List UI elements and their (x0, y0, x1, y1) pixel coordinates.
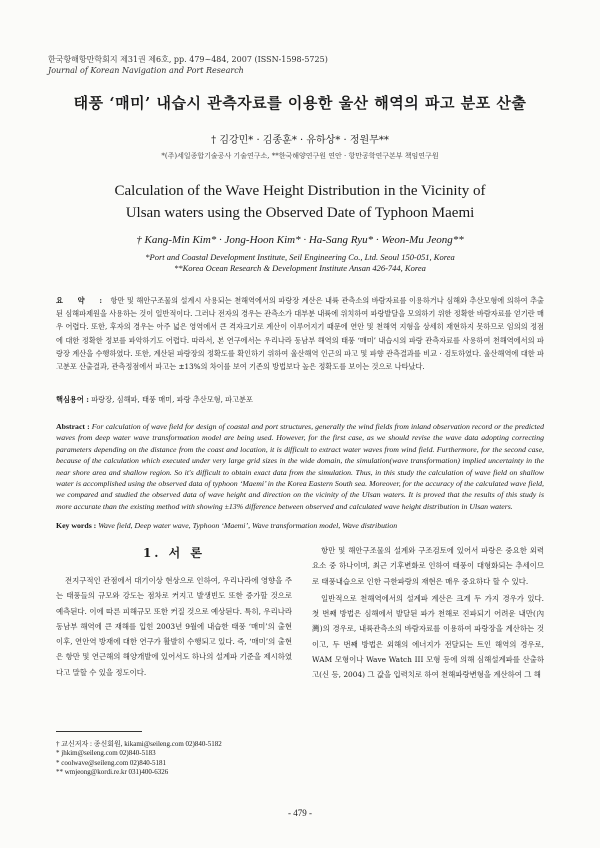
body-paragraph: 항만 및 해안구조물의 설계와 구조검토에 있어서 파랑은 중요한 외력요소 중 하나이며, 최근 기후변화로 인하여 태풍이 대형화되는 추세이므로 태풍내습으로 인한 극한파랑의 재현은 매우 중요하다 할 수 있다. (312, 546, 544, 586)
footnote-divider (56, 731, 142, 732)
abstract-english-text: For calculation of wave field for design of coastal and port structures, generally the wind fields from inland observation record or the predicted waves from deep water wave transformation model are being used. However, for the first case, as we should revise the wave data adopting correcting parameters depending on the distance from the coast and location, it is difficult to extract water waves from wind field. Furthermore, for the second case, because of the calculation which executed under very large grid sizes in the wide domain, the simulation(wave transformation) implied uncertainty in the near shore area and shallow region. So it's difficult to obtain exact data from the simulation. Thus, in this study the calculation of wave field on shallow water is accomplished using the observed data of typhoon ‘Maemi’ in the Korea Eastern South sea. Moreover, for the accuracy of the calculated wave field, we compared and studied the observed data of wave height and direction on the vicinity of the Ulsan waters. It is proved that the results of this study is more accurate than the existing method with showing ±13% difference between observed and calculated wave height distribution in Ulsan waters. (56, 422, 544, 511)
abstract-korean-text: 항만 및 해안구조물의 설계시 사용되는 천해역에서의 파랑장 계산은 내륙 관측소의 바람자료를 이용하거나 심해와 추산모형에 의하여 추출된 심해파제원을 사용하는 것이 일반적이다. 그러나 전자의 경우는 관측소가 대부분 내륙에 위치하여 파랑발달을 모의하기 위한 정확한 바람자료를 얻기란 매우 어렵다. 또한, 후자의 경우는 아주 넓은 영역에서 큰 격자크기로 계산이 이루어지기 때문에 연안 및 천해역 지형을 상세히 재현하지 못하므로 임의의 정점에 대한 정확한 정보를 파악하기도 어렵다. 따라서, 본 연구에서는 우리나라 동남부 해역의 태풍 ‘매미’ 내습시의 파랑 관측자료를 사용하여 천해역에서의 파랑장 계산을 수행하였다. 또한, 계산된 파랑장의 정확도를 확인하기 위하여 울산해역 인근의 파고 및 파향 관측결과를 비교 · 검토하였다. 울산해역에 대한 파고분포 산출결과, 관측정점에서 파고는 ±13%의 차이를 보여 기존의 방법보다 높은 정확도를 보이는 것으로 나타났다. (56, 296, 544, 372)
section-heading: 1. 서 론 (142, 546, 206, 560)
journal-line-kr: 한국항해항만학회지 제31권 제6호, pp. 479~484, 2007 (ISSN-1598-5725) (48, 55, 328, 64)
keywords-korean-text: 파랑장, 심해파, 태풍 매미, 파랑 추산모형, 파고분포 (91, 395, 253, 404)
footnotes (56, 740, 222, 778)
journal-header (48, 54, 328, 76)
authors-english: † Kang-Min Kim* · Jong-Hoon Kim* · Ha-Sang Ryu* · Weon-Mu Jeong** (136, 234, 464, 246)
title-korean: 태풍 ‘매미’ 내습시 관측자료를 이용한 울산 해역의 파고 분포 산출 (73, 94, 527, 112)
affiliation-english-1: *Port and Coastal Development Institute, Seil Engineering Co., Ltd. Seoul 150-051, Korea (145, 252, 455, 262)
title-english-line-1: Calculation of the Wave Height Distribution in the Vicinity of (114, 183, 486, 199)
abstract-korean-label: 요 약 : (56, 296, 109, 305)
footnote-author-4: ** wmjeong@kordi.re.kr 031)400-6326 (56, 768, 169, 777)
abstract-english-label: Abstract : (56, 422, 90, 431)
footnote-author-3: * coolwave@seileng.com 02)840-5181 (56, 758, 167, 767)
body-column-left (56, 573, 292, 682)
keywords-english-label: Key words : (56, 521, 97, 530)
keywords-korean-label: 핵심용어 : (56, 395, 89, 404)
page-number: - 479 - (288, 808, 312, 818)
footnote-corresponding: † 교신저자 : 종신회원, kikami@seileng.com 02)840-5182 (56, 740, 222, 748)
affiliation-korean: *(주)세일종합기술공사 기술연구소, **한국해양연구원 연안 · 항만공학연구본부 책임연구원 (161, 152, 439, 160)
keywords-english-text: Wave field, Deep water wave, Typhoon ‘Maemi’, Wave transformation model, Wave distribution (98, 521, 398, 530)
title-english (0, 180, 600, 224)
body-paragraph: 전지구적인 관점에서 대기이상 현상으로 인하여, 우리나라에 영향을 주는 태풍들의 규모와 강도는 점차로 커지고 발생빈도 또한 증가할 것으로 예측된다. 이에 따른 피해규모 또한 커질 것으로 예상된다. 특히, 우리나라 동남부 해역에 큰 재해를 입힌 2003년 9월에 내습한 태풍 ‘매미’의 출현 이후, 연안역 방재에 대한 연구가 활발히 수행되고 있다. 즉, ‘매미’의 출현은 항만 및 연근해의 해양개발에 있어서도 하나의 설계파 기준을 제시하였다고 말할 수 있을 정도이다. (56, 576, 292, 677)
footnote-author-2: * jhkim@seileng.com 02)840-5183 (56, 749, 156, 758)
title-english-line-2: Ulsan waters using the Observed Date of Typhoon Maemi (125, 205, 475, 221)
body-paragraph: 일반적으로 천해역에서의 설계파 계산은 크게 두 가지 경우가 있다. 첫 번째 방법은 심해에서 발달된 파가 천해로 진파되기 어려운 내만(內灣)의 경우로, 내륙관측소의 바람자료를 이용하여 파랑장을 계산하는 것이고, 두 번째 방법은 외해의 에너지가 전달되는 트인 해역의 경우로, WAM 모형이나 Wave Watch III 모형 등에 의해 심해설계파를 산출하고(신 등, 2004) 그 값을 입력치로 하여 천해파랑변형을 계산하여 그 해 (312, 593, 544, 680)
abstract-korean (56, 294, 544, 373)
journal-line-en: Journal of Korean Navigation and Port Research (48, 66, 244, 75)
body-column-right (312, 543, 544, 685)
affiliation-english-2: **Korea Ocean Research & Development Institute Ansan 426-744, Korea (174, 263, 426, 273)
affiliation-english (0, 252, 600, 274)
keywords-korean (56, 395, 544, 405)
keywords-english (56, 521, 544, 530)
authors-korean: † 김강민* · 김종훈* · 유하상* · 정원무** (211, 135, 389, 146)
abstract-english (56, 421, 544, 512)
